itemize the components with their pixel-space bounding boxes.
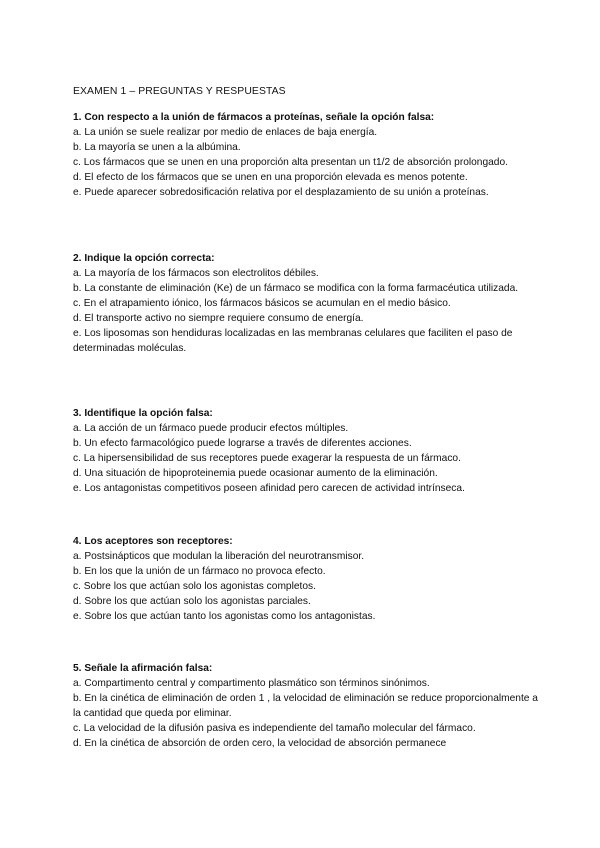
option-c: c. Sobre los que actúan solo los agonistas completos. [73,581,316,592]
question-2 [73,251,543,356]
option-e: e. Sobre los que actúan tanto los agonistas como los antagonistas. [73,611,376,622]
option-a: a. Postsinápticos que modulan la liberación del neurotransmisor. [73,551,365,562]
question-title: 2. Indique la opción correcta: [73,253,215,264]
option-c: c. Los fármacos que se unen en una proporción alta presentan un t1/2 de absorción prolongado. [73,157,508,168]
option-b: b. En la cinética de eliminación de orden 1 , la velocidad de eliminación se reduce proporcionalmente a la cantidad que queda por eliminar. [73,693,538,719]
option-d: d. El transporte activo no siempre requiere consumo de energía. [73,313,364,324]
option-a: a. La acción de un fármaco puede producir efectos múltiples. [73,423,349,434]
option-a: a. La mayoría de los fármacos son electrolitos débiles. [73,268,319,279]
question-title: 5. Señale la afirmación falsa: [73,663,213,674]
question-4 [73,534,543,624]
question-1 [73,110,543,200]
document-title: EXAMEN 1 – PREGUNTAS Y RESPUESTAS [73,86,286,97]
option-d: d. En la cinética de absorción de orden cero, la velocidad de absorción permanece [73,738,447,749]
question-title: 4. Los aceptores son receptores: [73,536,233,547]
option-c: c. En el atrapamiento iónico, los fármacos básicos se acumulan en el medio básico. [73,298,451,309]
option-a: a. Compartimento central y compartimento plasmático son términos sinónimos. [73,678,430,689]
option-e: e. Puede aparecer sobredosificación relativa por el desplazamiento de su unión a proteínas. [73,187,489,198]
option-e: e. Los liposomas son hendiduras localizadas en las membranas celulares que faciliten el paso de determinadas moléculas. [73,328,513,354]
option-b: b. En los que la unión de un fármaco no provoca efecto. [73,566,326,577]
option-d: d. Sobre los que actúan solo los agonistas parciales. [73,596,311,607]
question-3 [73,406,543,496]
question-5 [73,661,543,751]
option-d: d. El efecto de los fármacos que se unen en una proporción elevada es menos potente. [73,172,468,183]
option-d: d. Una situación de hipoproteinemia puede ocasionar aumento de la eliminación. [73,468,438,479]
option-b: b. La constante de eliminación (Ke) de un fármaco se modifica con la forma farmacéutica utilizada. [73,283,519,294]
option-b: b. Un efecto farmacológico puede lograrse a través de diferentes acciones. [73,438,412,449]
question-title: 1. Con respecto a la unión de fármacos a proteínas, señale la opción falsa: [73,112,435,123]
option-b: b. La mayoría se unen a la albúmina. [73,142,241,153]
option-e: e. Los antagonistas competitivos poseen afinidad pero carecen de actividad intrínseca. [73,483,465,494]
option-a: a. La unión se suele realizar por medio de enlaces de baja energía. [73,127,378,138]
question-title: 3. Identifique la opción falsa: [73,408,213,419]
option-c: c. La hipersensibilidad de sus receptores puede exagerar la respuesta de un fármaco. [73,453,461,464]
option-c: c. La velocidad de la difusión pasiva es independiente del tamaño molecular del fármaco. [73,723,476,734]
